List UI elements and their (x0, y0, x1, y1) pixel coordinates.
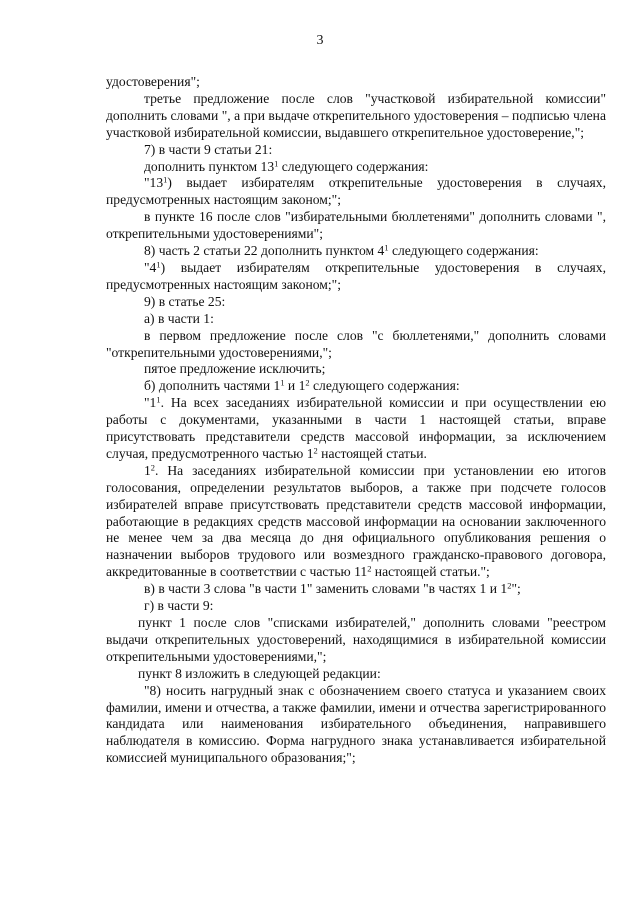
paragraph-part-1-2 (106, 463, 606, 581)
text-fragment: б) дополнить частями 1 (144, 378, 281, 394)
superscript: 2 (507, 580, 512, 591)
paragraph-point-4-1 (106, 260, 606, 294)
subitem-v-heading (106, 581, 606, 598)
item-7-heading: 7) в части 9 статьи 21: (144, 141, 273, 157)
paragraph-third-sentence: третье предложение после слов "участковой избирательной комиссии" дополнить словами ", а при выдаче открепительного удостоверения – подписью члена участковой избирательной комиссии, выдавшего открепительное удостоверение,"; (106, 90, 606, 140)
superscript: 1 (384, 242, 389, 253)
item-8-heading (106, 243, 606, 260)
text-fragment: дополнить пунктом 13 (144, 158, 275, 174)
text-fragment: и 1 (284, 378, 306, 394)
superscript: 1 (274, 157, 279, 168)
superscript: 2 (367, 563, 372, 574)
text-fragment: "1 (144, 395, 157, 411)
paragraph-fifth-sentence: пятое предложение исключить; (144, 361, 326, 377)
subitem-a-heading: а) в части 1: (144, 310, 214, 326)
superscript: 1 (163, 174, 168, 185)
text-fragment: настоящей статьи. (317, 445, 427, 461)
paragraph-add-point-13-1 (106, 159, 606, 176)
superscript: 1 (280, 377, 285, 388)
text-fragment: в) в части 3 слова "в части 1" заменить словами "в частях 1 и 1 (144, 581, 508, 597)
text-fragment: "13 (144, 175, 164, 191)
paragraph-point-13-1 (106, 175, 606, 209)
superscript: 2 (150, 462, 156, 473)
paragraph-point-8: пункт 8 изложить в следующей редакции: (138, 665, 381, 681)
superscript: 2 (305, 377, 310, 388)
paragraph-point-8-text: "8) носить нагрудный знак с обозначением своего статуса и указанием своих фамилии, имени и отчества, а также фамилии, имени и отчества зарегистрированного кандидата или наименования избирательного объединения, направившего наблюдателя в комиссию. Форма нагрудного знака устанавливается избирательной комиссией муниципального образования;"; (106, 682, 606, 766)
paragraph-continuation: удостоверения"; (106, 74, 200, 89)
item-9-heading: 9) в статье 25: (144, 293, 226, 309)
paragraph-part-1-1 (106, 395, 606, 463)
text-fragment: настоящей статьи."; (371, 564, 490, 580)
superscript: 1 (156, 259, 161, 270)
text-fragment: "; (511, 581, 521, 597)
paragraph-point-1: пункт 1 после слов "списками избирателей," дополнить словами "реестром выдачи открепительных удостоверений, находящимися в избирательной комиссии открепительными удостоверениями,"; (106, 615, 606, 664)
superscript: 2 (313, 445, 318, 456)
page-number: 3 (316, 33, 324, 48)
text-fragment: ) выдает избирателям открепительные удостоверения в случаях, предусмотренных настоящим законом;"; (106, 259, 606, 292)
text-fragment: 1 (144, 462, 151, 478)
text-fragment: . На заседаниях избирательной комиссии при установлении ею итогов голосования, определении результатов выборов, а также при подсчете голосов избирателей вправе присутствовать представители средств массовой информации, работающие в редакциях средств массовой информации на основании заключенного не менее чем за два месяца до дня официального опубликования решения о назначении выборов трудового или возмездного гражданско-правового договора, аккредитованные в соответствии с частью 11 (106, 462, 606, 580)
text-fragment: ) выдает избирателям открепительные удостоверения в случаях, предусмотренных настоящим законом;"; (106, 175, 606, 208)
paragraph-point-16: в пункте 16 после слов "избирательными бюллетенями" дополнить словами ", открепительными удостоверениями"; (106, 209, 606, 242)
subitem-g-heading: г) в части 9: (144, 598, 214, 614)
text-fragment: 8) часть 2 статьи 22 дополнить пунктом 4 (144, 243, 385, 259)
text-fragment: "4 (144, 259, 157, 275)
document-body (106, 74, 606, 767)
text-fragment: следующего содержания: (309, 378, 460, 394)
text-fragment: . На всех заседаниях избирательной комиссии и при осуществлении ею работы с документами, указанными в части 1 настоящей статьи, вправе присутствовать представители средств массовой информации, за исключением случая, предусмотренного частью 1 (106, 395, 606, 461)
text-fragment: следующего содержания: (278, 158, 429, 174)
subitem-b-heading (106, 378, 606, 395)
text-fragment: следующего содержания: (388, 243, 539, 259)
paragraph-first-sentence: в первом предложение после слов "с бюллетенями," дополнить словами "открепительными удостоверениями,"; (106, 327, 606, 360)
superscript: 1 (156, 394, 161, 405)
